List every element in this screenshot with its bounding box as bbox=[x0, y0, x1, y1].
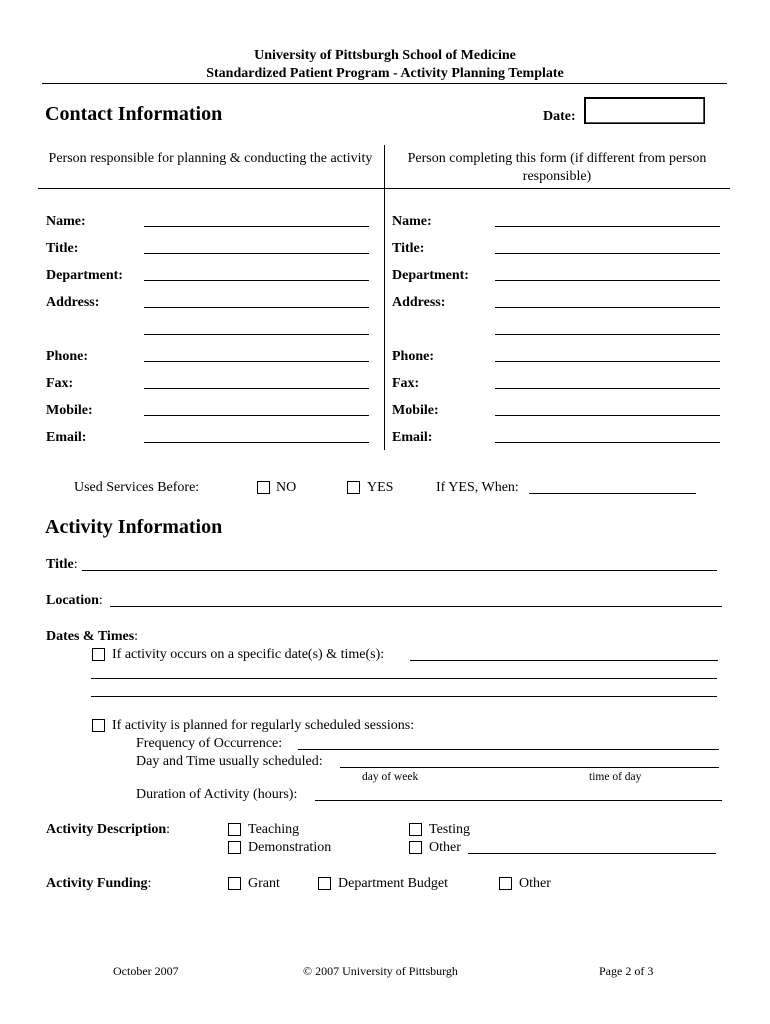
testing-label: Testing bbox=[429, 822, 471, 837]
header-institution: University of Pittsburgh School of Medicine bbox=[254, 48, 516, 63]
used-services-label: Used Services Before: bbox=[74, 480, 200, 495]
demonstration-label: Demonstration bbox=[248, 840, 332, 855]
column-divider bbox=[384, 145, 385, 450]
time-of-day-caption: time of day bbox=[589, 771, 642, 783]
footer-page-number: Page 2 of 3 bbox=[599, 964, 654, 978]
right-address-label: Address: bbox=[392, 295, 446, 310]
left-name-label: Name: bbox=[46, 214, 86, 229]
left-fax-label: Fax: bbox=[46, 376, 74, 391]
right-email-field[interactable] bbox=[495, 442, 720, 443]
used-services-no-checkbox[interactable] bbox=[257, 481, 270, 494]
right-name-label: Name: bbox=[392, 214, 432, 229]
left-name-field[interactable] bbox=[144, 226, 369, 227]
left-title-label: Title: bbox=[46, 241, 79, 256]
activity-description-label: Activity Description: bbox=[46, 822, 171, 837]
left-email-label: Email: bbox=[46, 430, 87, 445]
if-yes-when-label: If YES, When: bbox=[436, 480, 519, 495]
right-mobile-field[interactable] bbox=[495, 415, 720, 416]
specific-dates-field-2[interactable] bbox=[91, 678, 717, 679]
description-other-label: Other bbox=[429, 840, 461, 855]
used-services-yes-checkbox[interactable] bbox=[347, 481, 360, 494]
department-budget-label: Department Budget bbox=[338, 876, 449, 891]
funding-other-checkbox[interactable] bbox=[499, 877, 512, 890]
used-services-yes-label: YES bbox=[367, 480, 394, 495]
duration-label: Duration of Activity (hours): bbox=[136, 787, 298, 802]
column-header-rule bbox=[38, 188, 730, 189]
activity-title-field[interactable] bbox=[82, 570, 717, 571]
specific-dates-checkbox[interactable] bbox=[92, 648, 105, 661]
footer-date: October 2007 bbox=[113, 964, 179, 978]
activity-location-field[interactable] bbox=[110, 606, 722, 607]
right-fax-field[interactable] bbox=[495, 388, 720, 389]
left-title-field[interactable] bbox=[144, 253, 369, 254]
frequency-field[interactable] bbox=[298, 749, 719, 750]
left-address-label: Address: bbox=[46, 295, 100, 310]
right-department-field[interactable] bbox=[495, 280, 720, 281]
description-other-checkbox[interactable] bbox=[409, 841, 422, 854]
regular-sessions-checkbox[interactable] bbox=[92, 719, 105, 732]
contact-section-title: Contact Information bbox=[45, 103, 223, 125]
right-phone-label: Phone: bbox=[392, 349, 434, 364]
left-phone-field[interactable] bbox=[144, 361, 369, 362]
testing-checkbox[interactable] bbox=[409, 823, 422, 836]
right-phone-field[interactable] bbox=[495, 361, 720, 362]
specific-dates-field-1[interactable] bbox=[410, 660, 718, 661]
funding-other-label: Other bbox=[519, 876, 551, 891]
column-header-completing: Person completing this form (if different from person responsible) bbox=[407, 151, 707, 184]
right-department-label: Department: bbox=[392, 268, 469, 283]
grant-label: Grant bbox=[248, 876, 280, 891]
specific-dates-field-3[interactable] bbox=[91, 696, 717, 697]
right-address-field-1[interactable] bbox=[495, 307, 720, 308]
header-form-title: Standardized Patient Program - Activity Planning Template bbox=[206, 66, 564, 81]
duration-field[interactable] bbox=[315, 800, 722, 801]
activity-title-label: Title: bbox=[46, 557, 78, 572]
left-address-field-1[interactable] bbox=[144, 307, 369, 308]
left-fax-field[interactable] bbox=[144, 388, 369, 389]
teaching-checkbox[interactable] bbox=[228, 823, 241, 836]
description-other-field[interactable] bbox=[468, 853, 716, 854]
activity-funding-label: Activity Funding: bbox=[46, 876, 152, 891]
right-email-label: Email: bbox=[392, 430, 433, 445]
header-rule bbox=[42, 83, 727, 84]
specific-dates-label: If activity occurs on a specific date(s) & time(s): bbox=[112, 647, 385, 662]
footer-copyright: © 2007 University of Pittsburgh bbox=[303, 964, 458, 978]
dates-times-label: Dates & Times: bbox=[46, 629, 139, 644]
date-field[interactable] bbox=[584, 97, 705, 124]
left-mobile-field[interactable] bbox=[144, 415, 369, 416]
left-department-field[interactable] bbox=[144, 280, 369, 281]
day-of-week-caption: day of week bbox=[362, 771, 419, 783]
column-header-responsible: Person responsible for planning & conducting the activity bbox=[48, 151, 373, 166]
frequency-label: Frequency of Occurrence: bbox=[136, 736, 283, 751]
right-mobile-label: Mobile: bbox=[392, 403, 439, 418]
teaching-label: Teaching bbox=[248, 822, 300, 837]
left-address-field-2[interactable] bbox=[144, 334, 369, 335]
grant-checkbox[interactable] bbox=[228, 877, 241, 890]
right-name-field[interactable] bbox=[495, 226, 720, 227]
if-yes-when-field[interactable] bbox=[529, 493, 696, 494]
regular-sessions-label: If activity is planned for regularly scheduled sessions: bbox=[112, 718, 415, 733]
right-fax-label: Fax: bbox=[392, 376, 420, 391]
right-address-field-2[interactable] bbox=[495, 334, 720, 335]
left-phone-label: Phone: bbox=[46, 349, 88, 364]
left-department-label: Department: bbox=[46, 268, 123, 283]
demonstration-checkbox[interactable] bbox=[228, 841, 241, 854]
activity-section-title: Activity Information bbox=[45, 516, 223, 538]
left-mobile-label: Mobile: bbox=[46, 403, 93, 418]
day-time-field[interactable] bbox=[340, 767, 719, 768]
date-label: Date: bbox=[543, 109, 576, 124]
department-budget-checkbox[interactable] bbox=[318, 877, 331, 890]
right-title-field[interactable] bbox=[495, 253, 720, 254]
right-title-label: Title: bbox=[392, 241, 425, 256]
day-time-label: Day and Time usually scheduled: bbox=[136, 754, 323, 769]
left-email-field[interactable] bbox=[144, 442, 369, 443]
activity-location-label: Location: bbox=[46, 593, 103, 608]
used-services-no-label: NO bbox=[276, 480, 297, 495]
